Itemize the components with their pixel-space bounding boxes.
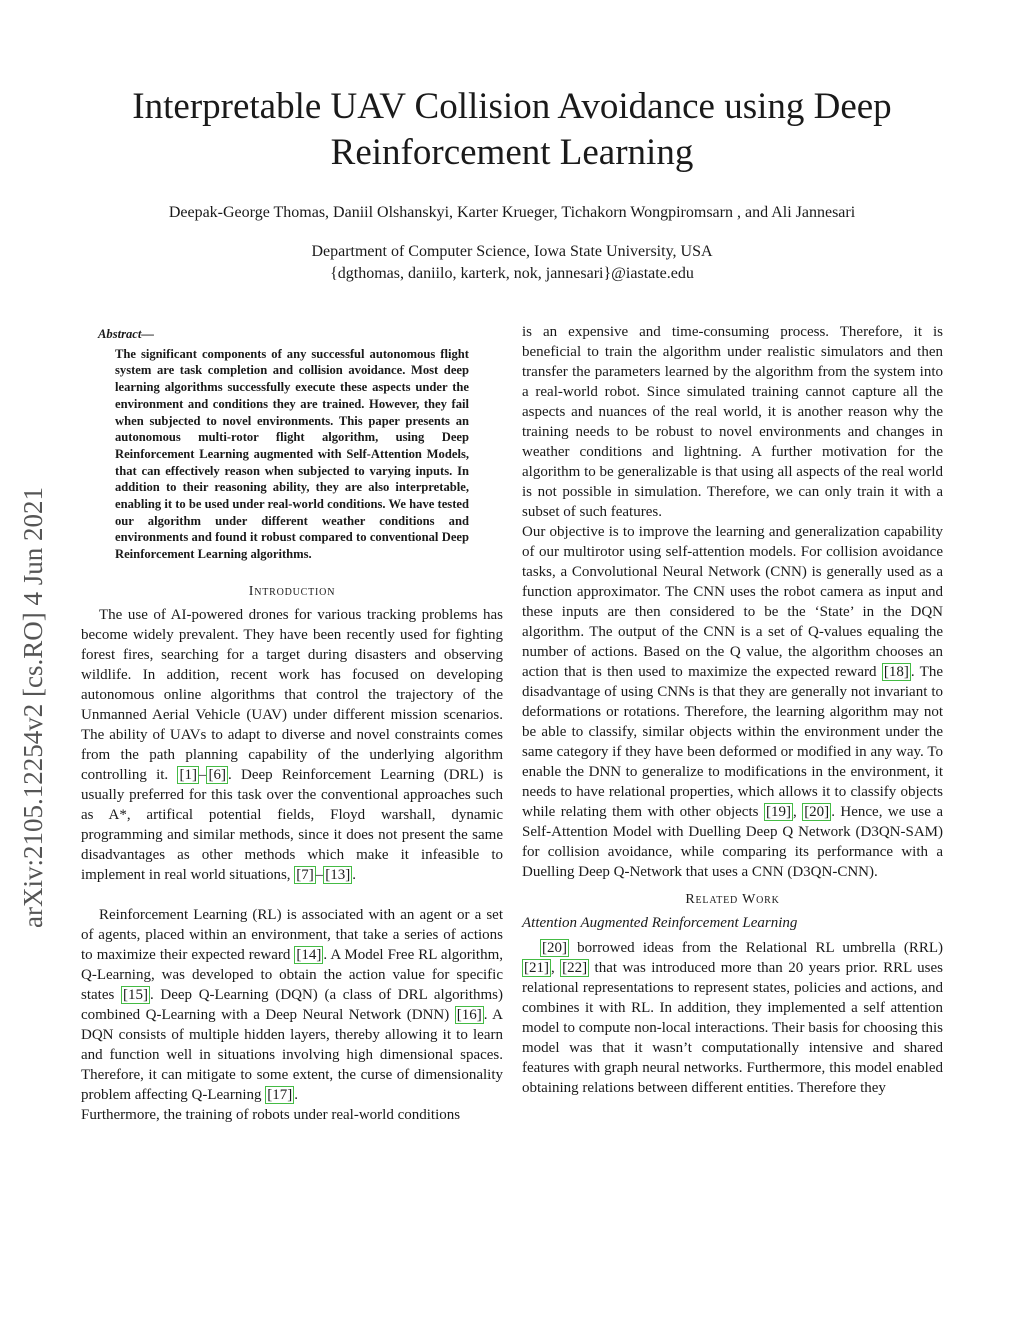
text-span: –: [315, 866, 324, 883]
citation-link[interactable]: [7]: [296, 866, 314, 883]
citation-link[interactable]: [19]: [765, 804, 791, 820]
intro-paragraph-3: Furthermore, the training of robots under real-world conditions: [81, 1106, 461, 1123]
text-span: Reinforcement Learning (RL) is associated with an agent or a set of agents, placed within an environment, that take a series of actions to maximize their expected reward: [81, 906, 503, 963]
affiliation-block: [60, 241, 964, 285]
arxiv-id: arXiv:2105.12254v2 [cs.RO] 4 Jun 2021: [18, 487, 48, 928]
intro-paragraph-4: is an expensive and time-consuming process. Therefore, it is beneficial to train the algorithm under realistic simulators and then transfer the parameters learned by the algorithm from the system into a real-world robot. Since simulated training cannot capture all the aspects and nuances of the real world, it is another reason why the training needs to be robust to novel environments and changes in weather conditions and lightning. A further motivation for the algorithm to be generalizable is that using all aspects of the real world is not possible in simulation. Therefore, we can only train it with a subset of such features.: [522, 324, 943, 520]
citation-link[interactable]: [16]: [456, 1006, 482, 1023]
abstract-label: Abstract—: [98, 327, 154, 341]
text-span: that was introduced more than 20 years prior. RRL uses relational representations to represent states, policies and actions, and combines it with RL. In addition, they implemented a self attention model to compute non-local interactions. Their basis for choosing this model was that it wasn’t computationally intensive and shared features with graph neural networks. Furthermore, this model enabled obtaining relations between different entities. Therefore they: [522, 960, 943, 1096]
citation-link[interactable]: [20]: [542, 940, 567, 956]
citation-link[interactable]: [21]: [524, 960, 549, 976]
intro-paragraph-2: [81, 905, 503, 1105]
section-heading-introduction: Introduction: [248, 583, 336, 599]
citation-link[interactable]: [17]: [267, 1086, 293, 1103]
citation-link[interactable]: [13]: [325, 866, 351, 883]
text-span: The use of AI-powered drones for various tracking problems has become widely prevalent. They have been recently used for fighting forest fires, searching for a target during disasters and observing wildlife. In addition, recent work has focused on developing autonomous online algorithms that control the trajectory of the Unmanned Aerial Vehicle (UAV) under different mission scenarios. The ability of UAVs to adapt to diverse and novel constraints comes from the path planning capability of the underlying algorithm controlling it.: [81, 606, 503, 783]
author-emails: {dgthomas, daniilo, karterk, nok, jannesari}@iastate.edu: [330, 265, 694, 282]
related-paragraph-1: [522, 938, 943, 1098]
paper-title: Interpretable UAV Collision Avoidance using Deep Reinforcement Learning: [132, 86, 892, 173]
citation-link[interactable]: [18]: [883, 664, 909, 680]
text-span: .: [294, 1086, 298, 1103]
text-span: . Deep Reinforcement Learning (DRL) is usually preferred for this task over the conventional approaches such as A*, artifical potential fields, Floyd warshall, dynamic programming and similar methods, since it does not present the same disadvantages as other methods which make it infeasible to implement in real world situations,: [81, 766, 503, 883]
text-span: . Hence, we use a Self-Attention Model with Duelling Deep Q Network (D3QN-SAM) for collision avoidance, while comparing its performance with a Duelling Deep Q-Network that uses a CNN (D3QN-CNN).: [522, 804, 944, 880]
text-span: . A Model Free RL algorithm, Q-Learning, was developed to obtain the action value for specific states: [81, 946, 503, 1003]
text-span: .: [352, 866, 357, 883]
section-heading-related-work: Related Work: [685, 892, 780, 907]
left-column: [81, 322, 503, 1125]
text-span: . A DQN consists of multiple hidden layers, thereby allowing it to learn and function well in situations involving high dimensional spaces. Therefore, it can mitigate to some extent, the curse of dimensionality problem affecting Q-Learning: [81, 1006, 503, 1103]
abstract-text: The significant components of any successful autonomous flight system are task completion and collision avoidance. Most deep learning algorithms successfully execute these aspects under the environment and conditions they are trained. However, they fail when subjected to novel environments. This paper presents an autonomous multi-rotor flight algorithm, using Deep Reinforcement Learning augmented with Self-Attention Models, that can effectively reason when subjected to varying inputs. In addition to their reasoning ability, they are also interpretable, enabling it to be used under real-world conditions. We have tested our algorithm under different weather conditions and environments and found it robust compared to conventional Deep Reinforcement Learning algorithms.: [115, 346, 469, 562]
citation-link[interactable]: [15]: [122, 986, 148, 1003]
affiliation: Department of Computer Science, Iowa State University, USA: [311, 243, 713, 260]
citation-link[interactable]: [20]: [804, 804, 830, 820]
text-span: borrowed ideas from the Relational RL umbrella (RRL): [569, 940, 943, 956]
author-list: Deepak-George Thomas, Daniil Olshanskyi, Karter Krueger, Tichakorn Wongpiromsarn , and Ali Jannesari: [168, 204, 856, 221]
text-span: –: [198, 766, 207, 783]
subsection-heading: Attention Augmented Reinforcement Learning: [522, 915, 798, 931]
citation-link[interactable]: [14]: [296, 946, 322, 963]
text-span: . Deep Q-Learning (DQN) (a class of DRL algorithms) combined Q-Learning with a Deep Neural Network (DNN): [81, 986, 503, 1023]
text-span: . The disadvantage of using CNNs is that they are generally not invariant to deformations or rotations. Therefore, the learning algorithm may not be able to classify, similar objects within the environment under the same category if they have been deformed or modified in any way. To enable the DNN to generalize to modifications in the environment, it needs to have relational properties, which allows it to classify objects while relating them with other objects: [522, 664, 944, 820]
text-span: ,: [792, 804, 803, 820]
intro-paragraph-1: [81, 605, 503, 885]
right-column: [522, 322, 943, 1098]
arxiv-watermark: [18, 487, 50, 1325]
citation-link[interactable]: [22]: [562, 960, 588, 976]
citation-link[interactable]: [6]: [208, 766, 226, 783]
text-span: ,: [551, 960, 561, 976]
abstract: [98, 326, 469, 563]
text-span: Our objective is to improve the learning and generalization capability of our multirotor using self-attention models. For collision avoidance tasks, a Convolutional Neural Network (CNN) is generally used as a function approximator. The CNN uses the robot camera as input and these inputs are then considered to be the ‘State’ in the DQN algorithm. The output of the CNN is a set of Q-values equaling the number of actions. Based on the Q value, the algorithm chooses an action that is then used to maximize the expected reward: [522, 524, 943, 680]
intro-paragraph-5: [522, 522, 943, 882]
citation-link[interactable]: [1]: [179, 766, 197, 783]
